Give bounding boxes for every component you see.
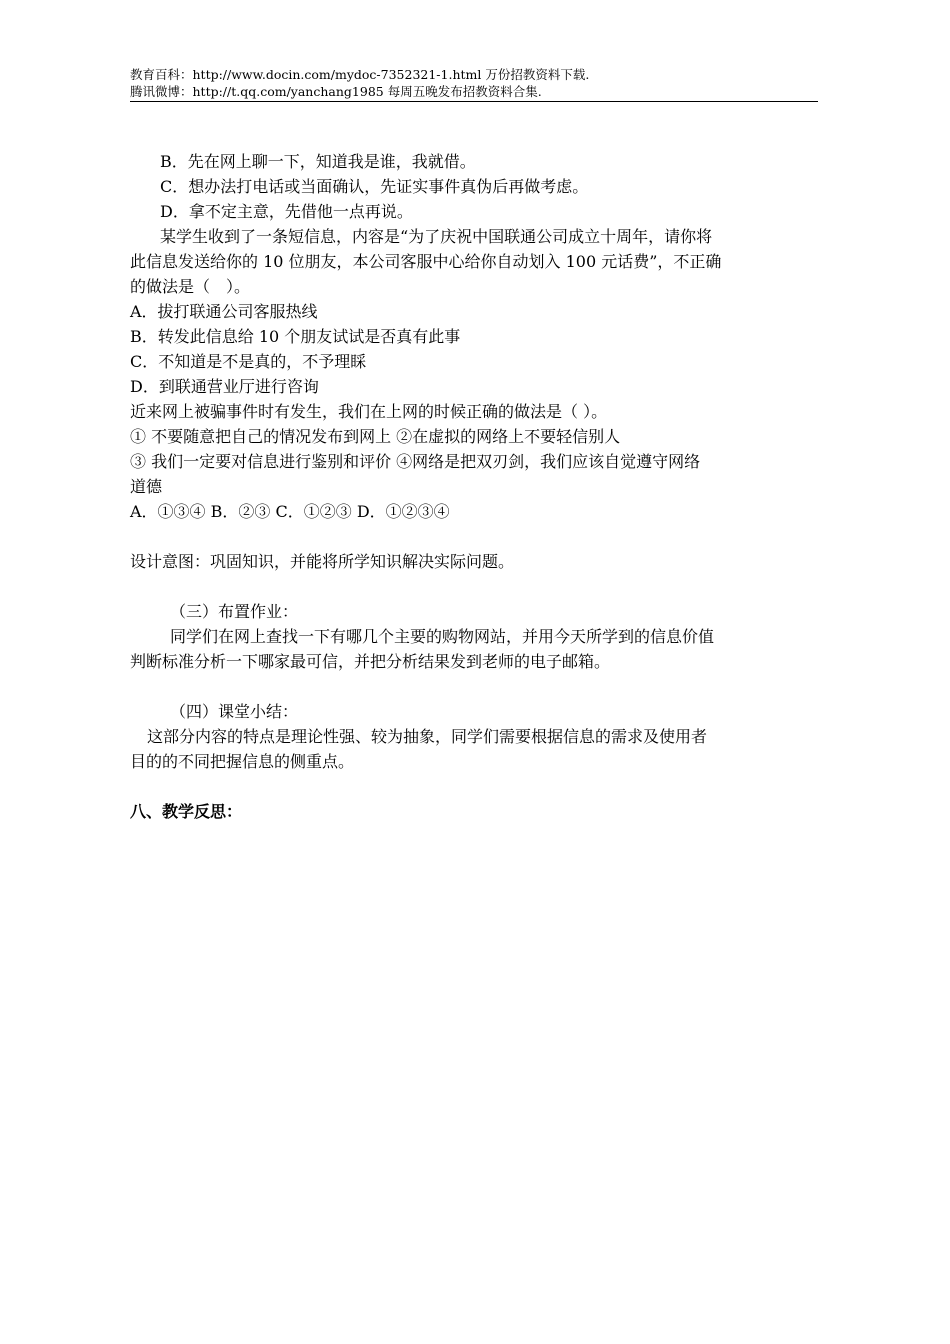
q2-option-c: C．不知道是不是真的，不予理睬	[130, 352, 367, 371]
q3-items-line-1: ① 不要随意把自己的情况发布到网上 ②在虚拟的网络上不要轻信别人	[130, 427, 621, 446]
q3-items-line-2: ③ 我们一定要对信息进行鉴别和评价 ④网络是把双刃剑，我们应该自觉遵守网络	[130, 452, 701, 471]
q2-stem-line-1: 某学生收到了一条短信息，内容是“为了庆祝中国联通公司成立十周年，请你将	[160, 227, 713, 246]
q1-option-b: B．先在网上聊一下，知道我是谁，我就借。	[160, 152, 476, 171]
page-header	[130, 66, 818, 102]
section-3-line-2: 判断标准分析一下哪家最可信，并把分析结果发到老师的电子邮箱。	[130, 652, 611, 671]
spacer	[130, 524, 820, 549]
q2-stem-line-2: 此信息发送给你的 10 位朋友，本公司客服中心给你自动划入 100 元话费”，不正确	[130, 252, 722, 271]
q3-items-line-3: 道德	[130, 477, 163, 496]
header-line-weibo: 腾讯微博：http://t.qq.com/yanchang1985 每周五晚发布招教资料合集.	[130, 84, 542, 99]
spacer	[130, 674, 820, 699]
section-4-title: （四）课堂小结：	[170, 702, 299, 721]
header-line-docin: 教育百科：http://www.docin.com/mydoc-7352321-1.html 万份招教资料下载.	[130, 67, 590, 82]
q2-option-b: B．转发此信息给 10 个朋友试试是否真有此事	[130, 327, 461, 346]
spacer	[130, 774, 820, 799]
q2-option-d: D．到联通营业厅进行咨询	[130, 377, 319, 396]
document-body	[130, 149, 820, 824]
q1-option-c: C．想办法打电话或当面确认，先证实事件真伪后再做考虑。	[160, 177, 589, 196]
q2-stem-line-3: 的做法是（ ）。	[130, 277, 251, 296]
q1-option-d: D．拿不定主意，先借他一点再说。	[160, 202, 413, 221]
section-4-line-1: 这部分内容的特点是理论性强、较为抽象，同学们需要根据信息的需求及使用者	[147, 727, 708, 746]
q3-stem: 近来网上被骗事件时有发生，我们在上网的时候正确的做法是（ ）。	[130, 402, 608, 421]
q3-options: A．①③④ B．②③ C．①②③ D．①②③④	[130, 502, 450, 521]
spacer	[130, 574, 820, 599]
q2-option-a: A．拔打联通公司客服热线	[130, 302, 318, 321]
section-3-line-1: 同学们在网上查找一下有哪几个主要的购物网站，并用今天所学到的信息价值	[170, 627, 715, 646]
design-intent: 设计意图：巩固知识，并能将所学知识解决实际问题。	[130, 552, 515, 571]
section-3-title: （三）布置作业：	[170, 602, 299, 621]
section-8-title: 八、教学反思：	[130, 802, 243, 821]
section-4-line-2: 目的的不同把握信息的侧重点。	[130, 752, 355, 771]
